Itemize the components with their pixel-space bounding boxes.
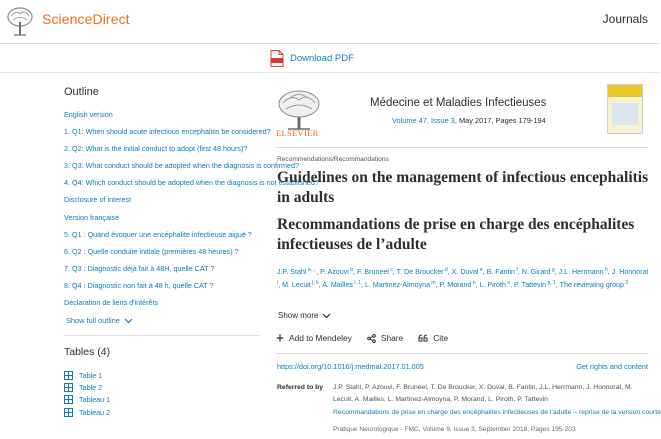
table-icon [64, 371, 73, 380]
article-title-en: Guidelines on the management of infectious encephalitis in adults [277, 169, 649, 206]
journal-issue-info [392, 116, 546, 125]
outline-item[interactable]: Version française [64, 212, 120, 222]
cover-image [612, 103, 638, 125]
outline-item[interactable]: Déclaration de liens d'intérêts [64, 298, 159, 308]
article-divider [276, 147, 648, 148]
outline-item[interactable]: 3. Q3: What conduct should be adopted when the diagnosis is confirmed? [64, 161, 299, 171]
download-pdf-button[interactable] [270, 48, 354, 68]
table-link[interactable] [64, 369, 110, 381]
chevron-down-icon [322, 313, 331, 319]
table-link[interactable] [64, 406, 110, 418]
pdf-icon [270, 50, 284, 67]
quote-icon [418, 334, 428, 342]
actions-divider [276, 353, 648, 354]
author-link[interactable]: L. Piroth [479, 281, 506, 289]
author-affiliation-sup: n [471, 280, 476, 286]
elsevier-wordmark: ELSEVIER [276, 128, 319, 138]
author-link[interactable]: T. De Broucker [396, 268, 444, 276]
author-link[interactable]: L. Martinez-Almoyna [364, 281, 431, 289]
toolbar-divider [0, 72, 660, 73]
tables-heading: Tables (4) [64, 346, 111, 358]
outline-item[interactable]: English version [64, 110, 113, 119]
show-more-label: Show more [278, 311, 319, 320]
add-to-mendeley-label: Add to Mendeley [289, 333, 352, 343]
share-label: Share [380, 333, 404, 343]
site-header [0, 0, 660, 44]
volume-issue-link[interactable]: Volume 47, Issue 3 [392, 116, 455, 125]
share-button[interactable] [367, 333, 403, 343]
table-link[interactable] [64, 381, 110, 393]
share-icon [367, 334, 376, 343]
author-affiliation-sup: p, 1 [546, 280, 556, 286]
table-link-label: Table 2 [79, 382, 103, 392]
cover-band [608, 85, 642, 97]
author-affiliation-sup: j, k [310, 280, 319, 286]
journal-title[interactable]: Médecine et Maladies Infectieuses [370, 97, 547, 109]
author-link[interactable]: J.L. Herrmann [558, 268, 604, 276]
author-link[interactable]: P. Morand [439, 281, 472, 289]
author-affiliation-sup: i [277, 280, 279, 286]
outline-item[interactable]: Disclosure of interest [64, 195, 132, 205]
elsevier-tree-icon[interactable] [6, 6, 34, 36]
doi-link[interactable]: https://doi.org/10.1016/j.medmal.2017.01.005 [277, 362, 424, 371]
author-affiliation-sup: 2 [623, 280, 629, 286]
table-link-label: Tableau 2 [79, 407, 111, 417]
author-affiliation-sup: g [550, 267, 555, 273]
referred-to-by-label: Referred to by [277, 384, 324, 391]
author-link[interactable]: F. Bruneel [356, 268, 389, 276]
outline-item[interactable]: 7. Q3 : Diagnostic déjà fait à 48H, quelle CAT ? [64, 263, 215, 273]
show-full-outline-button[interactable] [66, 316, 133, 325]
add-to-mendeley-button[interactable] [276, 333, 352, 343]
outline-item[interactable]: 5. Q1 : Quand évoquer une encéphalite infectieuse aiguë ? [64, 229, 252, 239]
chevron-down-icon [124, 318, 133, 324]
article-type: Recommendations/Recommandations [277, 156, 389, 163]
author-affiliation-sup: o [505, 280, 511, 286]
table-icon [64, 383, 73, 392]
author-link[interactable]: The reviewing group [559, 281, 624, 289]
article-actions [276, 333, 463, 343]
referred-source: Pratique Neurologique - FMC, Volume 9, Issue 3, September 2018, Pages 195-203 [333, 426, 576, 433]
referred-article-link[interactable]: Recommandations de prise en charge des encéphalites infectieuses de l’adulte – reprise de la version courte [333, 409, 661, 416]
show-more-button[interactable] [278, 311, 331, 320]
table-icon [64, 408, 73, 417]
tables-list [64, 369, 110, 418]
author-affiliation-sup: b [348, 267, 353, 273]
referred-authors: J.P. Stahl, P. Azouvi, F. Bruneel, T. De Broucker, X. Duval, B. Fantin, J.L. Herrmann, J. Honnorat, M. Lecuit, A. Mailles, L. Martinez-Almoyna, P. Morand, L. Piroth, P. Tattevin [333, 384, 633, 403]
cite-button[interactable] [418, 333, 448, 343]
show-full-outline-label: Show full outline [66, 316, 120, 325]
outline-heading: Outline [64, 86, 99, 98]
author-link[interactable]: P. Azouvi [320, 268, 349, 276]
author-affiliation-sup: f [514, 267, 518, 273]
table-link[interactable] [64, 394, 110, 406]
sidebar-divider [64, 335, 260, 336]
table-icon [64, 395, 73, 404]
author-affiliation-sup: e [478, 267, 483, 273]
author-affiliation-sup: l, 1 [352, 280, 362, 286]
author-link[interactable]: P. Tattevin [514, 281, 547, 289]
author-link[interactable]: M. Lecuit [282, 281, 311, 289]
author-link[interactable]: A. Mailles [322, 281, 353, 289]
author-affiliation-sup: a, , [306, 267, 317, 273]
table-link-label: Tableau 1 [79, 395, 111, 405]
outline-item[interactable]: 2. Q2: What is the initial conduct to adopt (first 48 hours)? [64, 144, 248, 154]
journals-nav-link[interactable]: Journals [602, 12, 648, 26]
journal-cover-thumbnail[interactable] [607, 84, 643, 134]
author-link[interactable]: B. Fantin [486, 268, 515, 276]
author-link[interactable]: J. Honnorat [611, 268, 649, 276]
table-link-label: Table 1 [79, 370, 103, 380]
outline-item[interactable]: 4. Q4: Which conduct should be adopted when the diagnosis is not established? [64, 178, 319, 188]
author-link[interactable]: X. Duval [451, 268, 479, 276]
rights-link[interactable]: Get rights and content [576, 362, 648, 371]
article-title-fr: Recommandations de prise en charge des encéphalites infectieuses de l’adulte [277, 216, 635, 253]
author-affiliation-sup: d [443, 267, 448, 273]
issue-date-pages: , May 2017, Pages 179-194 [454, 116, 546, 125]
plus-icon [276, 334, 284, 342]
author-affiliation-sup: m [430, 280, 436, 286]
sciencedirect-logo-text[interactable]: ScienceDirect [42, 11, 130, 27]
author-affiliation-sup: c [388, 267, 393, 273]
author-link[interactable]: N. Girard [521, 268, 551, 276]
outline-item[interactable]: 1. Q1: When should acute infectious encephalitis be considered? [64, 127, 271, 137]
download-pdf-label: Download PDF [290, 52, 354, 64]
cite-label: Cite [433, 333, 449, 343]
outline-item[interactable]: 8. Q4 : Diagnostic non fait à 48 h, quelle CAT ? [64, 280, 214, 290]
author-list: J.P. Stahl $^{a, ,}$ , P. Azouvi $^b$, F. Bruneel $^c$, T. De Broucker $^d$, X. Duval $^e$, B. Fantin $^f$, N. Girard $^g$, J.L. Herrmann $^h$, J. Honnorat $^i$, M. Lecuit $^{j, k}$, A. Mailles $^{l, 1}$, L. Martinez-Almoyna $^m$, P. Morand $^n$, L. Piroth $^o$, P. Tattevin $^{p, 1}$, The reviewing group $^2$ [277, 267, 649, 289]
author-affiliation-sup: h [603, 267, 608, 273]
outline-item[interactable]: 6. Q2 : Quelle conduite initiale (premières 48 heures) ? [64, 246, 239, 256]
author-link[interactable]: J.P. Stahl [277, 268, 307, 276]
